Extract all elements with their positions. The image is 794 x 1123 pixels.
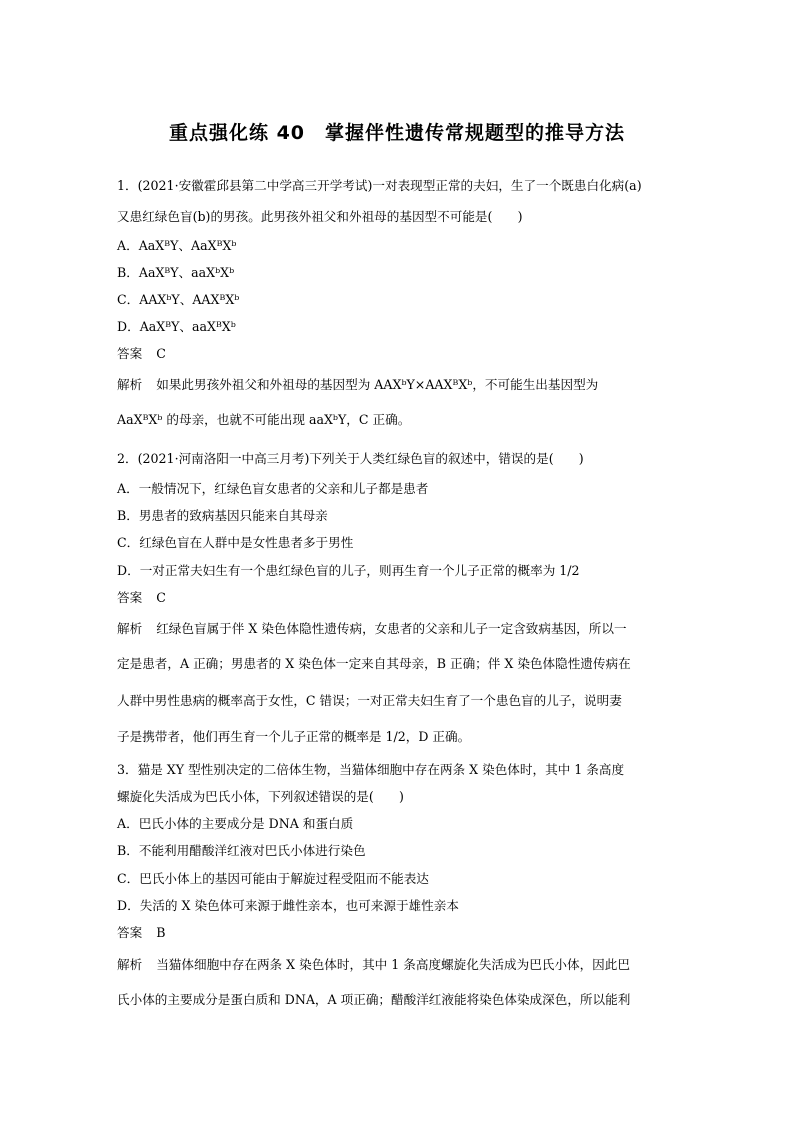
q2-analysis-label: 解析 bbox=[117, 621, 143, 636]
q1-analysis-text1: 如果此男孩外祖父和外祖母的基因型为 AAXᵇY×AAXᴮXᵇ，不可能生出基因型为 bbox=[156, 377, 599, 392]
q1-answer bbox=[117, 346, 166, 362]
q2-analysis-line3: 人群中男性患病的概率高于女性，C 错误；一对正常夫妇生育了一个患色盲的儿子，说明妻 bbox=[117, 693, 622, 708]
q1-option-d: D．AaXᴮY、aaXᴮXᵇ bbox=[117, 319, 236, 334]
q3-stem-line1: 3．猫是 XY 型性别决定的二倍体生物，当猫体细胞中存在两条 X 染色体时，其中 1 条高度 bbox=[117, 762, 625, 777]
q2-option-b: B．男患者的致病基因只能来自其母亲 bbox=[117, 508, 328, 523]
q2-analysis-line2: 定是患者，A 正确；男患者的 X 染色体一定来自其母亲，B 正确；伴 X 染色体隐性遗传病在 bbox=[117, 656, 631, 671]
q1-stem-line1: 1．(2021·安徽霍邱县第二中学高三开学考试)一对表现型正常的夫妇，生了一个既患白化病(a) bbox=[117, 178, 642, 193]
q2-option-d: D．一对正常夫妇生有一个患红绿色盲的儿子，则再生育一个儿子正常的概率为 1/2 bbox=[117, 563, 580, 578]
q3-answer-label: 答案 bbox=[117, 925, 143, 940]
q3-option-b: B．不能利用醋酸洋红液对巴氏小体进行染色 bbox=[117, 843, 366, 858]
q1-answer-value: C bbox=[156, 346, 166, 361]
q1-answer-label: 答案 bbox=[117, 346, 143, 361]
q1-analysis-line1 bbox=[117, 377, 598, 393]
q1-option-b: B．AaXᴮY、aaXᵇXᵇ bbox=[117, 265, 235, 280]
q3-answer-value: B bbox=[156, 925, 166, 940]
q1-analysis-label: 解析 bbox=[117, 377, 143, 392]
q3-option-a: A．巴氏小体的主要成分是 DNA 和蛋白质 bbox=[117, 816, 354, 831]
q1-option-a: A．AaXᴮY、AaXᴮXᵇ bbox=[117, 238, 237, 253]
page-title: 重点强化练 40 掌握伴性遗传常规题型的推导方法 bbox=[168, 122, 626, 144]
q3-stem-line2: 螺旋化失活成为巴氏小体，下列叙述错误的是( ) bbox=[117, 789, 404, 804]
q2-analysis-text1: 红绿色盲属于伴 X 染色体隐性遗传病，女患者的父亲和儿子一定含致病基因，所以一 bbox=[156, 621, 627, 636]
q3-answer bbox=[117, 925, 165, 941]
q3-option-c: C．巴氏小体上的基因可能由于解旋过程受阻而不能表达 bbox=[117, 871, 429, 886]
q2-option-c: C．红绿色盲在人群中是女性患者多于男性 bbox=[117, 535, 354, 550]
q2-answer-value: C bbox=[156, 590, 166, 605]
q3-analysis-line1 bbox=[117, 957, 630, 973]
q2-option-a: A．一般情况下，红绿色盲女患者的父亲和儿子都是患者 bbox=[117, 481, 429, 496]
q1-analysis-line2: AaXᴮXᵇ 的母亲，也就不可能出现 aaXᵇY，C 正确。 bbox=[117, 412, 411, 427]
q3-analysis-text1: 当猫体细胞中存在两条 X 染色体时，其中 1 条高度螺旋化失活成为巴氏小体，因此巴 bbox=[156, 957, 630, 972]
q3-analysis-line2: 氏小体的主要成分是蛋白质和 DNA，A 项正确；醋酸洋红液能将染色体染成深色，所以能利 bbox=[117, 992, 631, 1007]
q1-stem-line2: 又患红绿色盲(b)的男孩。此男孩外祖父和外祖母的基因型不可能是( ) bbox=[117, 209, 523, 224]
q2-analysis-line4: 子是携带者，他们再生育一个儿子正常的概率是 1/2，D 正确。 bbox=[117, 729, 471, 744]
q2-analysis-line1 bbox=[117, 621, 627, 637]
q2-answer bbox=[117, 590, 166, 606]
q1-option-c: C．AAXᵇY、AAXᴮXᵇ bbox=[117, 292, 240, 307]
q2-answer-label: 答案 bbox=[117, 590, 143, 605]
q3-analysis-label: 解析 bbox=[117, 957, 143, 972]
q3-option-d: D．失活的 X 染色体可来源于雌性亲本，也可来源于雄性亲本 bbox=[117, 898, 459, 913]
q2-stem: 2．(2021·河南洛阳一中高三月考)下列关于人类红绿色盲的叙述中，错误的是( ) bbox=[117, 451, 584, 466]
